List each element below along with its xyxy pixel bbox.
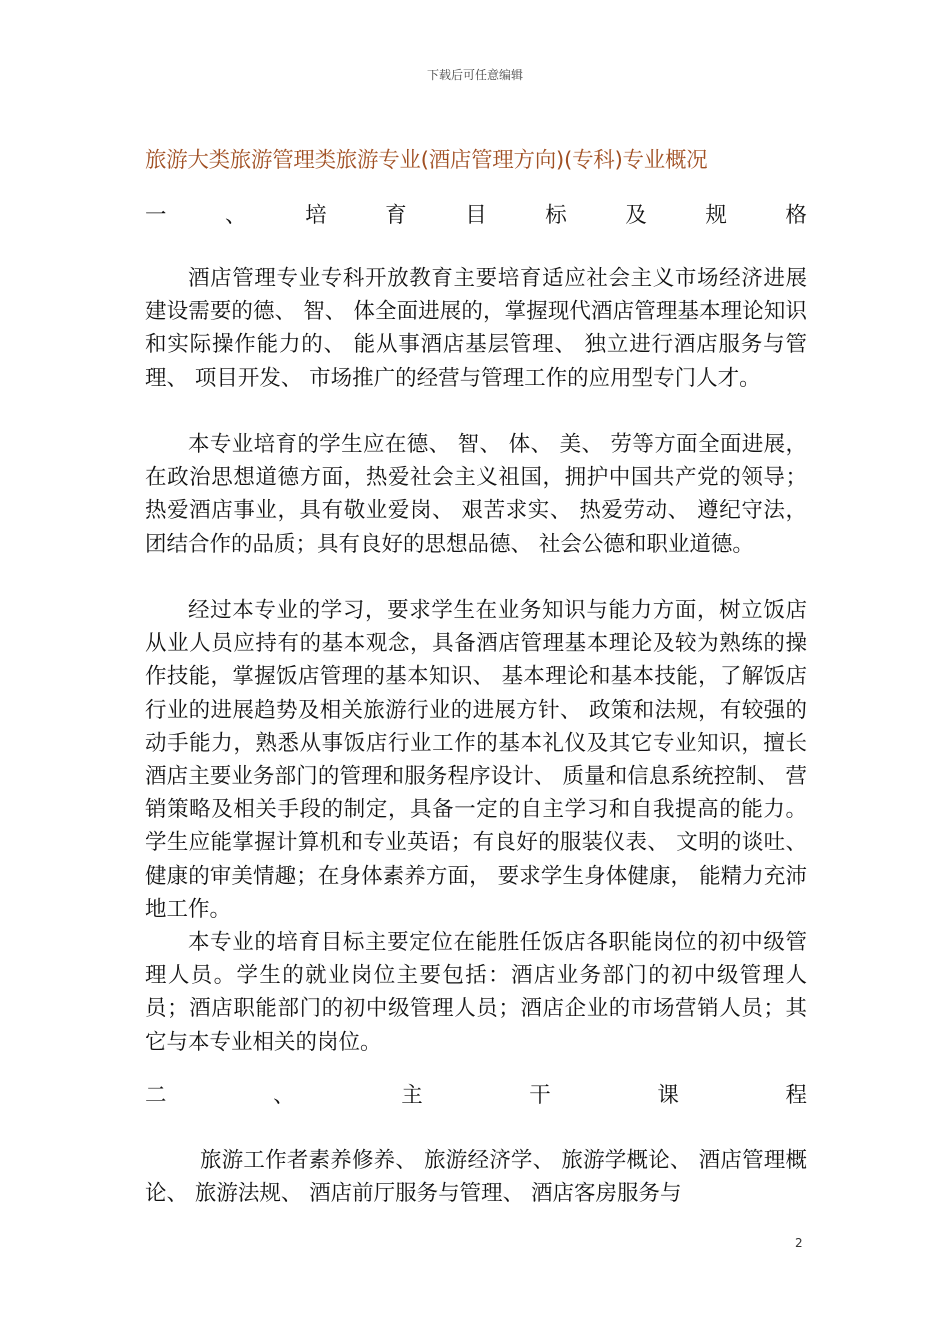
paragraph-2: 本专业培育的学生应在德、 智、 体、 美、 劳等方面全面进展，在政治思想道德方面，热爱社会主义祖国，拥护中国共产党的领导；热爱酒店事业，具有敬业爱岗、 艰苦求实、 热爱劳动、 遵纪守法，团结合作的品质；具有良好的思想品德、 社会公德和职业道德。 [145,432,807,557]
heading-char: 一 [145,203,167,228]
heading-char: 育 [385,203,407,228]
page-number: 2 [795,1236,803,1250]
heading-char: 及 [625,203,647,228]
heading-char: 、 [273,1083,295,1108]
heading-char: 、 [225,203,247,228]
section-heading-main-courses [145,1081,807,1111]
paragraph-4: 本专业的培育目标主要定位在能胜任饭店各职能岗位的初中级管理人员。学生的就业岗位主要包括：酒店业务部门的初中级管理人员；酒店职能部门的初中级管理人员；酒店企业的市场营销人员；其它与本专业相关的岗位。 [145,930,807,1055]
paragraph-1: 酒店管理专业专科开放教育主要培育适应社会主义市场经济进展建设需要的德、 智、 体全面进展的，掌握现代酒店管理基本理论知识和实际操作能力的、 能从事酒店基层管理、 独立进行酒店服务与管理、 项目开发、 市场推广的经营与管理工作的应用型专门人才。 [145,266,807,391]
heading-char: 格 [785,203,807,228]
heading-char: 规 [705,203,727,228]
heading-char: 主 [401,1083,423,1108]
heading-char: 培 [305,203,327,228]
heading-char: 程 [785,1083,807,1108]
heading-char: 目 [465,203,487,228]
paragraph-3: 经过本专业的学习，要求学生在业务知识与能力方面，树立饭店从业人员应持有的基本观念，具备酒店管理基本理论及较为熟练的操作技能，掌握饭店管理的基本知识、 基本理论和基本技能，了解饭店行业的进展趋势及相关旅游行业的进展方针、 政策和法规，有较强的动手能力，熟悉从事饭店行业工作的基本礼仪及其它专业知识，擅长酒店主要业务部门的管理和服务程序设计、 质量和信息系统控制、 营销策略及相关手段的制定，具备一定的自主学习和自我提高的能力。学生应能掌握计算机和专业英语；有良好的服装仪表、 文明的谈吐、 健康的审美情趣；在身体素养方面， 要求学生身体健康， 能精力充沛地工作。 [145,598,807,922]
heading-char: 标 [545,203,567,228]
section-heading-training-goals [145,201,807,231]
header-note: 下载后可任意编辑 [426,68,523,82]
heading-char: 课 [657,1083,679,1108]
document-title: 旅游大类旅游管理类旅游专业(酒店管理方向)(专科)专业概况 [145,148,708,173]
paragraph-courses: 旅游工作者素养修养、 旅游经济学、 旅游学概论、 酒店管理概论、 旅游法规、 酒店前厅服务与管理、 酒店客房服务与 [145,1148,807,1207]
heading-char: 干 [529,1083,551,1108]
heading-char: 二 [145,1083,167,1108]
